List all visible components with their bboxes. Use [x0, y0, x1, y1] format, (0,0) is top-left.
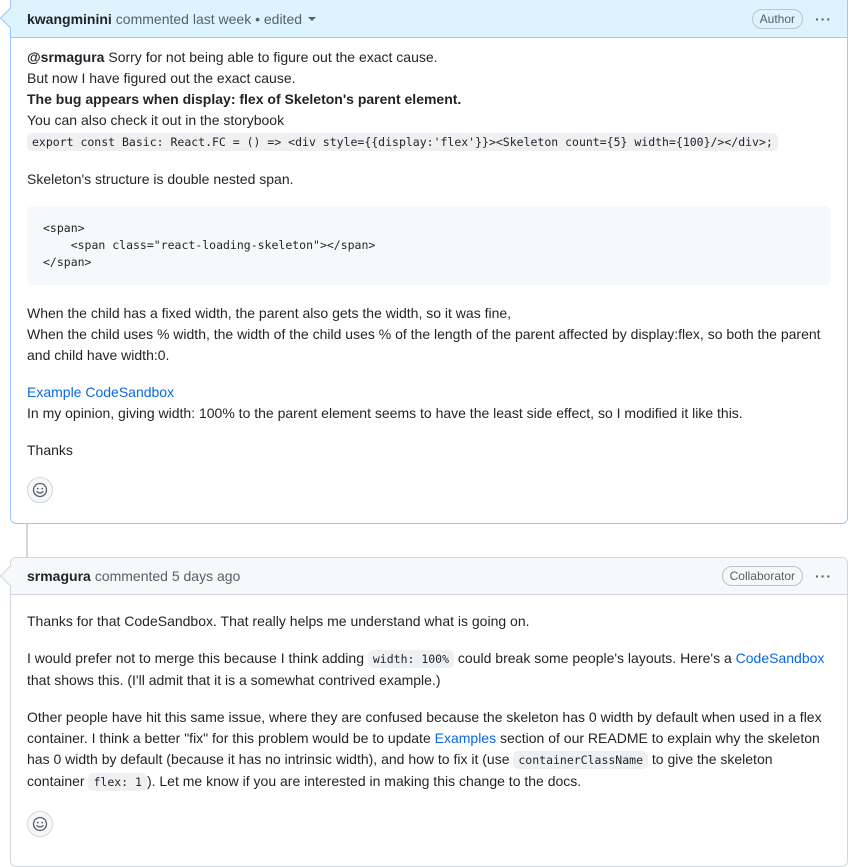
comment-author-link[interactable]: srmagura — [27, 568, 91, 584]
collaborator-badge: Collaborator — [722, 566, 803, 586]
text: ). Let me know if you are interested in making this change to the docs. — [146, 773, 582, 789]
text: to give the skeleton container — [27, 751, 773, 789]
comment-bold-line: The bug appears when display: flex of Skeleton's parent element. — [27, 91, 462, 107]
smiley-icon — [32, 482, 48, 498]
inline-code-line — [27, 131, 831, 153]
comment-paragraph: Thanks for that CodeSandbox. That really helps me understand what is going on. — [27, 613, 530, 629]
text: that shows this. (I'll admit that it is a somewhat contrived example.) — [27, 672, 441, 688]
comment-pointer — [0, 7, 21, 28]
add-reaction-button[interactable] — [27, 811, 53, 837]
text: could break some people's layouts. Here's a — [454, 650, 736, 666]
comment-kwangminini — [10, 0, 848, 524]
inline-code: containerClassName — [513, 751, 648, 769]
comment-timestamp[interactable]: commented 5 days ago — [94, 568, 241, 584]
add-reaction-button[interactable] — [27, 477, 53, 503]
comment-line: Thanks — [27, 442, 73, 458]
comment-timestamp[interactable]: commented last week • edited — [115, 11, 303, 27]
example-codesandbox-link[interactable]: Example CodeSandbox — [27, 384, 175, 400]
text: I would prefer not to merge this because I think adding — [27, 650, 368, 666]
comment-header — [11, 558, 847, 595]
comment-line: But now I have figured out the exact cause. — [27, 70, 296, 86]
author-badge: Author — [752, 9, 803, 29]
examples-link[interactable]: Examples — [434, 730, 497, 746]
kebab-horizontal-icon[interactable]: ··· — [815, 568, 832, 584]
code-block: <span> <span class="react-loading-skeleton"></span> </span> — [27, 206, 831, 285]
smiley-icon — [32, 816, 48, 832]
comment-line: When the child uses % width, the width of the child uses % of the length of the parent affected by display:flex, so both the parent and child have width:0. — [27, 326, 821, 363]
comment-paragraph — [27, 648, 831, 691]
comment-paragraph — [27, 47, 831, 68]
comment-header — [11, 0, 847, 38]
comment-line: When the child has a fixed width, the parent also gets the width, so it was fine, — [27, 305, 512, 321]
text: Other people have hit this same issue, where they are confused because the skeleton has 0 width by default when used in a flex container. I think a better "fix" for this problem would be to update — [27, 709, 822, 746]
comment-body — [11, 47, 847, 503]
edit-history-dropdown-icon[interactable] — [308, 17, 316, 21]
link-paragraph — [27, 382, 831, 403]
user-mention[interactable]: @srmagura — [27, 49, 105, 65]
inline-code: flex: 1 — [88, 773, 146, 791]
inline-code: export const Basic: React.FC = () => <div style={{display:'flex'}}><Skeleton count={5} width={100}/></div>; — [27, 133, 778, 151]
timeline-connector — [26, 524, 28, 557]
kebab-horizontal-icon[interactable]: ··· — [815, 11, 832, 27]
comment-pointer — [0, 565, 21, 586]
text: Sorry for not being able to figure out the exact cause. — [104, 49, 438, 65]
comment-body — [11, 611, 847, 837]
text: section of our README to explain why the skeleton has 0 width by default (because it has no intrinsic width), and how to fix it (use — [27, 730, 820, 767]
inline-code: width: 100% — [368, 650, 454, 668]
comment-line: In my opinion, giving width: 100% to the parent element seems to have the least side effect, so I modified it like this. — [27, 405, 743, 421]
comment-line: You can also check it out in the storybook — [27, 112, 285, 128]
comment-paragraph — [27, 707, 831, 793]
comment-srmagura — [10, 557, 848, 867]
comment-line: Skeleton's structure is double nested span. — [27, 171, 294, 187]
codesandbox-link[interactable]: CodeSandbox — [735, 650, 825, 666]
comment-author-link[interactable]: kwangminini — [27, 11, 112, 27]
